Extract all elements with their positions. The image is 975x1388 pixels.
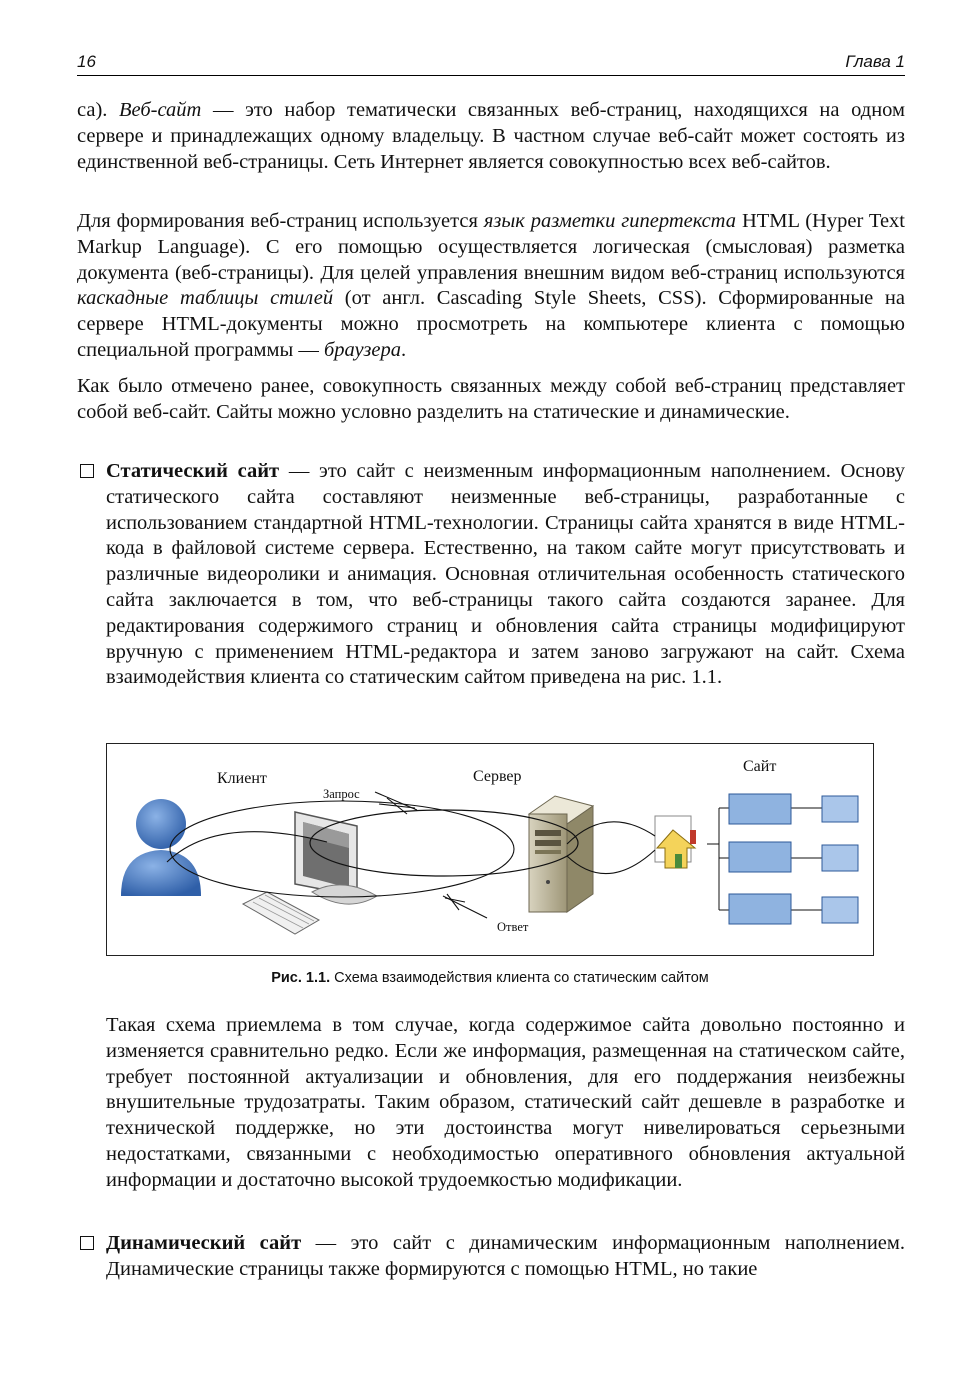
response-label: Ответ bbox=[497, 920, 529, 934]
chapter-title: Глава 1 bbox=[845, 52, 905, 71]
page-block bbox=[729, 794, 791, 824]
page-header bbox=[77, 48, 905, 76]
page-block-small bbox=[822, 897, 858, 923]
page-block bbox=[729, 894, 791, 924]
caption-text: Схема взаимодействия клиента со статическим сайтом bbox=[330, 970, 709, 986]
header-rule bbox=[77, 75, 905, 76]
server-icon bbox=[529, 796, 593, 912]
text: са). bbox=[77, 99, 119, 121]
text: . bbox=[400, 338, 407, 361]
web-page-icon bbox=[655, 816, 696, 868]
paragraph-static-tradeoffs: Такая схема приемлема в том случае, когда содержимое сайта довольно постоянно и изменяется сравнительно редко. Если же информация, размещенная на статическом сайте, требует постоянной актуализации и обновления, для его поддержания неизбежны внушительные трудозатраты. Таким образом, статический сайт дешевле в разработке и технической поддержке, но эти достоинства могут нивелироваться серьезными недостатками, связанными с необходимостью оперативного обновления актуальной информации и достаточно высокой трудоемкостью модификации. bbox=[106, 1014, 905, 1191]
caption-number: Рис. 1.1. bbox=[271, 970, 331, 986]
text: — это набор тематически связанных веб-страниц, находящихся на одном сервере и принадлежащих одному владельцу. В частном случае веб-сайт может состоять из единственной веб-страницы. Сеть Интернет является совокупностью всех веб-сайтов. bbox=[77, 99, 905, 173]
bullet-dynamic-site bbox=[77, 1231, 905, 1283]
text: — это сайт с неизменным информационным наполнением. Основу статического сайта составляют неизменные веб-страницы, разработанные с использованием стандартной HTML-технологии. Страницы сайта хранятся в виде HTML-кода в файловой системе сервера. Естественно, на таком сайте могут присутствовать и различные видеоролики и анимация. Основная отличительная особенность статического сайта заключается в том, что веб-страницы такого сайта создаются заранее. Для редактирования содержимого страниц и обновления сайта страницы модифицируют вручную с применением HTML-редактора и затем заново загружают на сайт. Схема взаимодействия клиента со статическим сайтом приведена на рис. 1.1. bbox=[106, 460, 905, 689]
term-browser: браузера bbox=[323, 338, 401, 361]
term-static-site: Статический сайт bbox=[106, 460, 280, 482]
server-label: Сервер bbox=[473, 768, 522, 785]
text: (от англ. Cascading Style Sheets, CSS). Сформированные на сервере HTML-документы можно просмотреть на компьютере клиента с помощью специальной программы — bbox=[77, 287, 905, 361]
figure-caption bbox=[106, 970, 874, 986]
monitor-icon bbox=[295, 812, 377, 904]
paragraph-html-css bbox=[77, 209, 905, 364]
page-number: 16 bbox=[77, 52, 96, 71]
page-block-small bbox=[822, 796, 858, 822]
page-block-small bbox=[822, 845, 858, 871]
figure-static-site-diagram bbox=[106, 743, 874, 956]
term-website: Веб-сайт bbox=[119, 99, 202, 121]
bullet-box-icon bbox=[80, 1236, 94, 1250]
response-arrow-icon bbox=[443, 894, 487, 918]
request-label: Запрос bbox=[323, 787, 360, 801]
paragraph-website-definition bbox=[77, 98, 905, 175]
page-block bbox=[729, 842, 791, 872]
text: — это сайт с динамическим информационным наполнением. Динамические страницы также формируются с помощью HTML, но такие bbox=[106, 1232, 905, 1280]
bullet-box-icon bbox=[80, 464, 94, 478]
text: HTML (Hyper Text Markup Language). С его помощью осуществляется логическая (смысловая) разметка документа (веб-страницы). Для целей управления внешним видом веб-страниц используются bbox=[77, 210, 906, 284]
paragraph-site-types: Как было отмечено ранее, совокупность связанных между собой веб-страниц представляет собой веб-сайт. Сайты можно условно разделить на статические и динамические. bbox=[77, 375, 905, 423]
text: Для формирования веб-страниц используется bbox=[77, 210, 484, 232]
term-html: язык разметки гипертекста bbox=[483, 210, 736, 232]
bullet-static-site bbox=[77, 459, 905, 691]
user-icon bbox=[121, 799, 201, 896]
term-css: каскадные таблицы стилей bbox=[77, 287, 334, 310]
keyboard-icon bbox=[243, 892, 319, 934]
client-label: Клиент bbox=[217, 770, 267, 787]
site-label: Сайт bbox=[743, 758, 777, 775]
site-structure-tree bbox=[707, 794, 858, 924]
term-dynamic-site: Динамический сайт bbox=[106, 1232, 302, 1254]
